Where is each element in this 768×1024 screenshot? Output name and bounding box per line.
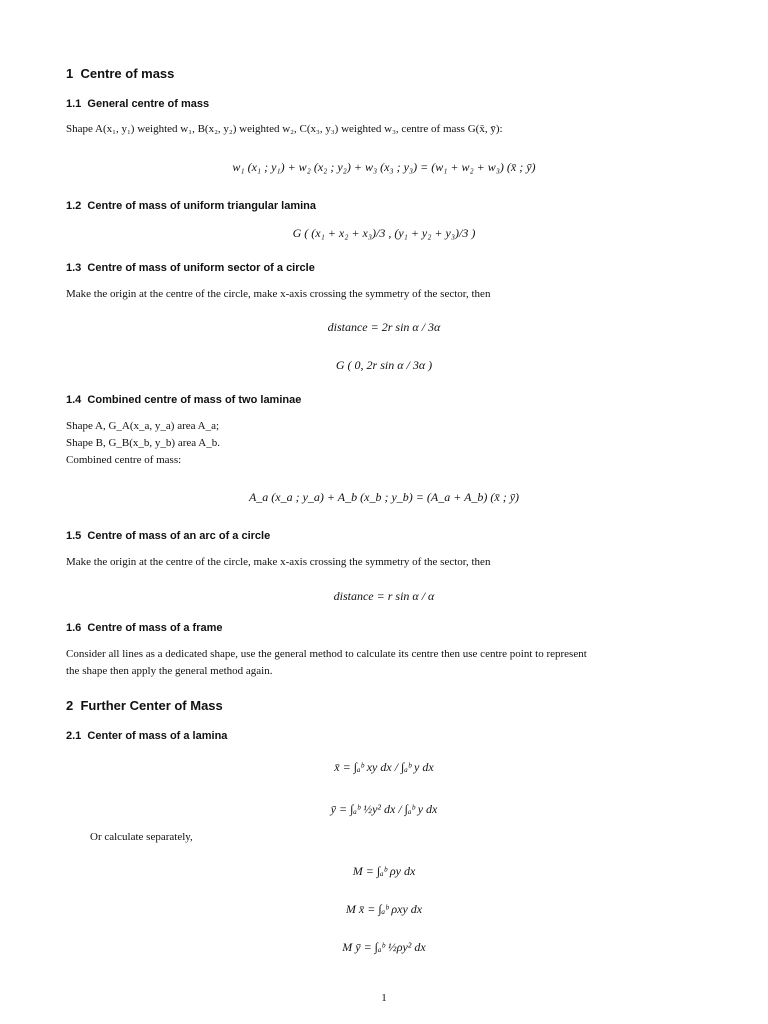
subsection-heading (66, 394, 301, 406)
subsection-number: 1.6 (66, 622, 82, 634)
equation: x̄ = ∫ₐᵇ xy dx / ∫ₐᵇ y dx (334, 760, 434, 774)
subsection-number: 1.4 (66, 394, 82, 406)
subsection-title: Combined centre of mass of two laminae (87, 394, 302, 406)
page-number: 1 (381, 992, 387, 1004)
text-line: the shape then apply the general method again. (66, 665, 273, 677)
equation: M = ∫ₐᵇ ρy dx (352, 864, 416, 878)
paragraph: Or calculate separately, (90, 831, 193, 843)
subsection-number: 1.5 (66, 530, 82, 542)
subsection-title: Centre of mass of an arc of a circle (87, 530, 271, 542)
equation: G ( 0, 2r sin α / 3α ) (335, 358, 433, 372)
section-title: Centre of mass (80, 66, 175, 81)
text-line: Shape B, G_B(x_b, y_b) area A_b. (66, 437, 220, 449)
subsection-title: Centre of mass of uniform sector of a circle (87, 262, 315, 274)
equation: G ( (x₁ + x₂ + x₃)/3 , (y₁ + y₂ + y₃)/3 ) (292, 226, 476, 240)
text-line: Combined centre of mass: (66, 454, 182, 466)
subsection-title: General centre of mass (87, 98, 210, 110)
section-number: 2 (66, 698, 74, 713)
subsection-heading (66, 530, 270, 542)
paragraph: Make the origin at the centre of the circle, make x-axis crossing the symmetry of the sector, then (66, 556, 491, 568)
subsection-number: 1.1 (66, 98, 82, 110)
subsection-title: Centre of mass of a frame (87, 622, 223, 634)
subsection-number: 2.1 (66, 730, 82, 742)
equation: w₁ (x₁ ; y₁) + w₂ (x₂ ; y₂) + w₃ (x₃ ; y₃) = (w₁ + w₂ + w₃) (x̄ ; ȳ) (232, 160, 536, 174)
equation: distance = r sin α / α (333, 589, 435, 603)
section-number: 1 (66, 66, 74, 81)
paragraph: Shape A(x₁, y₁) weighted w₁, B(x₂, y₂) weighted w₂, C(x₃, y₃) weighted w₃, centre of mass G(x̄, ȳ): (66, 123, 503, 135)
subsection-heading (66, 200, 316, 212)
subsection-title: Center of mass of a lamina (87, 730, 228, 742)
section-title: Further Center of Mass (80, 698, 223, 713)
equation: distance = 2r sin α / 3α (327, 320, 441, 334)
subsection-heading (66, 262, 315, 274)
subsection-number: 1.2 (66, 200, 82, 212)
text-line: Shape A, G_A(x_a, y_a) area A_a; (66, 420, 220, 432)
subsection-heading (66, 730, 227, 742)
subsection-number: 1.3 (66, 262, 82, 274)
paragraph: Make the origin at the centre of the circle, make x-axis crossing the symmetry of the sector, then (66, 288, 491, 300)
section-heading (66, 66, 174, 81)
equation: A_a (x_a ; y_a) + A_b (x_b ; y_b) = (A_a + A_b) (x̄ ; ȳ) (248, 490, 520, 504)
equation: M x̄ = ∫ₐᵇ ρxy dx (345, 902, 423, 916)
equation: M ȳ = ∫ₐᵇ ½ρy² dx (342, 940, 426, 954)
subsection-heading (66, 98, 209, 110)
subsection-heading (66, 622, 223, 634)
text-line: Consider all lines as a dedicated shape, use the general method to calculate its centre then use centre point to represent (66, 648, 587, 660)
equation: ȳ = ∫ₐᵇ ½y² dx / ∫ₐᵇ y dx (330, 802, 438, 816)
subsection-title: Centre of mass of uniform triangular lamina (87, 200, 317, 212)
section-heading (66, 698, 223, 713)
